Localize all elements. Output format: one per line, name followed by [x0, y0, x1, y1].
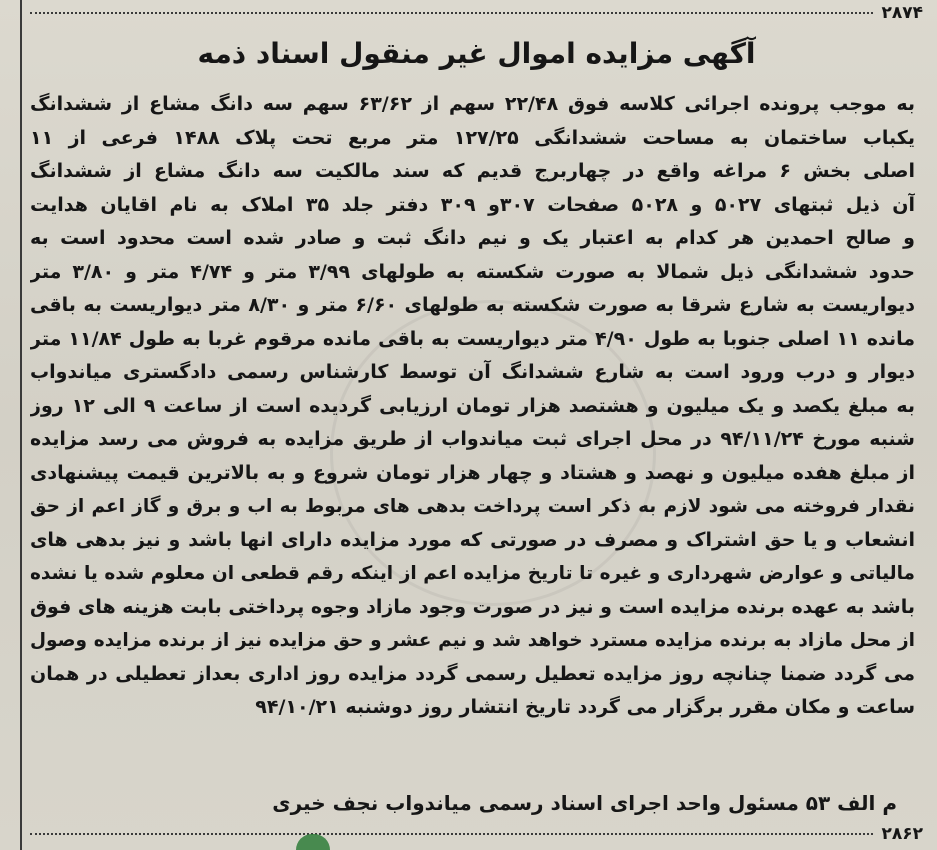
notice-body-line: به موجب پرونده اجرائی کلاسه فوق ۲۲/۴۸ سهم از ۶۳/۶۲ سهم سه دانگ مشاع از ششدانگ — [30, 93, 915, 115]
separator-line — [30, 12, 873, 14]
notice-body-line: اصلی بخش ۶ مراغه واقع در چهاربرج قدیم که سند مالکیت سه دانگ مشاع از ششدانگ — [30, 160, 915, 182]
notice-body — [30, 88, 915, 725]
ad-number-top: ۲۸۷۴ — [881, 3, 923, 23]
notice-body-line: یکباب ساختمان به مساحت ششدانگی ۱۲۷/۲۵ متر مربع تحت پلاک ۱۴۸۸ فرعی از ۱۱ — [30, 126, 915, 149]
notice-body-line: دیوار و درب ورود است به شارع ششدانگ آن توسط کارشناس رسمی دادگستری میاندواب — [30, 361, 915, 383]
notice-body-line: مانده ۱۱ اصلی جنوبا به طول ۴/۹۰ متر دیواریست به باقی مانده مرقوم غربا به طول ۱۱/۸۴ متر — [30, 327, 915, 350]
notice-signature: م الف ۵۳ مسئول واحد اجرای اسناد رسمی میاندواب نجف خیری — [272, 791, 897, 815]
separator-line — [30, 833, 873, 835]
notice-body-line: دیواریست به شارع شرقا به صورت شکسته به طولهای ۶/۶۰ متر و ۸/۳۰ متر دیواریست به باقی — [30, 294, 915, 316]
notice-body-line: می گردد ضمنا چنانچه روز مزایده تعطیل رسمی گردد مزایده روز اداری بعداز تعطیلی در همان — [30, 662, 915, 685]
notice-body-line: از مبلغ هفده میلیون و نهصد و هشتاد و چهار هزار تومان شروع و به بالاترین قیمت پیشنهادی — [30, 461, 915, 484]
bottom-separator — [30, 825, 923, 843]
notice-body-line: نقدار فروخته می شود لازم به ذکر است پرداخت بدهی های مربوط به اب و برق و گاز اعم از حق — [30, 496, 915, 517]
notice-body-line: آن ذیل ثبتهای ۵۰۲۷ و ۵۰۲۸ صفحات ۳۰۷و ۳۰۹ دفتر جلد ۳۵ املاک به نام اقایان هدایت — [30, 193, 915, 216]
notice-body-line: باشد به عهده برنده مزایده است و نیز در صورت وجود مازاد وجوه پرداختی بابت هزینه های فوق — [30, 595, 915, 618]
notice-body-line: از محل مازاد به برنده مزایده مسترد خواهد شد و نیم عشر و حق مزایده نیز از برنده مزایده وصول — [30, 630, 915, 651]
top-separator — [30, 4, 923, 22]
ad-number-bottom: ۲۸۶۲ — [881, 824, 923, 844]
notice-body-line: و صالح احمدین هر کدام به اعتبار یک و نیم دانگ ثبت و صادر شده است محدود است به — [30, 227, 915, 249]
notice-body-line: مالیاتی و عوارض شهرداری و غیره تا تاریخ مزایده اعم از اینکه رقم قطعی ان معلوم شده یا نشده — [30, 563, 915, 584]
notice-body-line: حدود ششدانگی ذیل شمالا به صورت شکسته به طولهای ۳/۹۹ متر و ۴/۷۴ متر و ۳/۸۰ متر — [30, 260, 915, 283]
notice-body-line: انشعاب و یا حق اشتراک و مصرف در صورتی که مورد مزایده دارای انها باشد و نیز بدهی های — [30, 528, 915, 551]
notice-body-line: به مبلغ یکصد و یک میلیون و هشتصد هزار تومان ارزیابی گردیده است از ساعت ۹ الی ۱۲ روز — [30, 394, 915, 417]
notice-body-line: ساعت و مکان مقرر برگزار می گردد تاریخ انتشار روز دوشنبه ۹۴/۱۰/۲۱ — [255, 696, 915, 718]
notice-title: آگهی مزایده اموال غیر منقول اسناد ذمه — [197, 37, 756, 70]
notice-body-line: شنبه مورخ ۹۴/۱۱/۲۴ در محل اجرای ثبت میاندواب از طریق مزایده به فروش می رسد مزایده — [30, 428, 915, 450]
column-divider — [20, 0, 22, 850]
